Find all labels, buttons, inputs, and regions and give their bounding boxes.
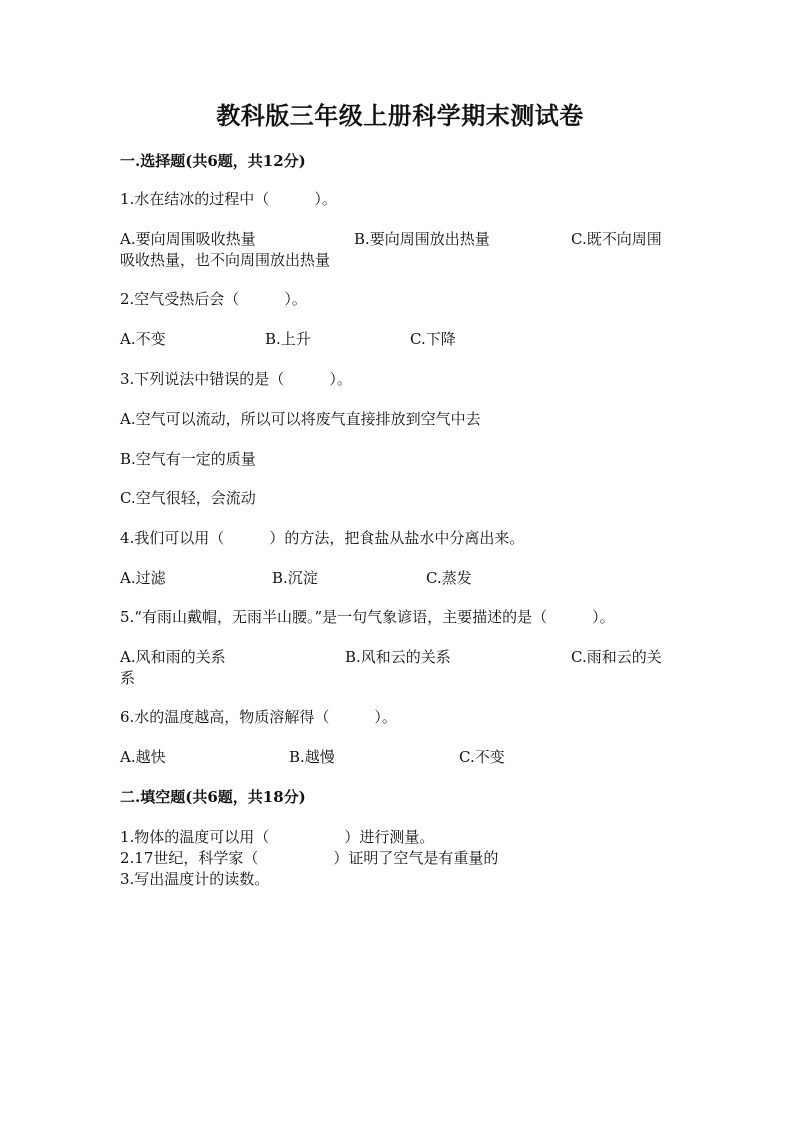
question-5-stem: 5.“有雨山戴帽，无雨半山腰。”是一句气象谚语，主要描述的是（ ）。 (120, 608, 615, 626)
question-1-stem: 1.水在结冰的过程中（ ）。 (120, 190, 337, 208)
question-2-option-b: B.上升 (265, 330, 311, 348)
question-5-option-b: B.风和云的关系 (345, 648, 451, 666)
question-5-option-a: A.风和雨的关系 (120, 648, 226, 666)
question-2-option-c: C.下降 (410, 330, 456, 348)
section-heading-choice: 一.选择题(共6题，共12分) (120, 152, 306, 170)
question-1-option-c-continued: 吸收热量，也不向周围放出热量 (120, 251, 331, 269)
question-6-option-a: A.越快 (120, 748, 166, 766)
exam-title: 教科版三年级上册科学期末测试卷 (216, 101, 584, 130)
fill-question-3: 3.写出温度计的读数。 (120, 870, 270, 888)
question-1-option-a: A.要向周围吸收热量 (120, 230, 256, 248)
fill-question-1: 1.物体的温度可以用（ ）进行测量。 (120, 828, 435, 846)
question-3-stem: 3.下列说法中错误的是（ ）。 (120, 370, 352, 388)
question-2-stem: 2.空气受热后会（ ）。 (120, 290, 307, 308)
question-5-option-c-continued: 系 (120, 669, 136, 687)
question-2-option-a: A.不变 (120, 330, 166, 348)
section-heading-fill-in: 二.填空题(共6题，共18分) (120, 788, 306, 806)
question-6-stem: 6.水的温度越高，物质溶解得（ ）。 (120, 708, 397, 726)
question-1-option-c: C.既不向周围 (571, 230, 662, 248)
fill-question-2: 2.17世纪，科学家（ ）证明了空气是有重量的 (120, 849, 499, 867)
question-4-stem: 4.我们可以用（ ）的方法，把食盐从盐水中分离出来。 (120, 529, 525, 547)
question-3-option-c: C.空气很轻，会流动 (120, 489, 256, 507)
question-3-option-a: A.空气可以流动，所以可以将废气直接排放到空气中去 (120, 410, 481, 428)
question-1-option-b: B.要向周围放出热量 (354, 230, 490, 248)
question-3-option-b: B.空气有一定的质量 (120, 450, 256, 468)
question-4-option-b: B.沉淀 (272, 569, 318, 587)
question-5-option-c: C.雨和云的关 (571, 648, 662, 666)
question-4-option-a: A.过滤 (120, 569, 166, 587)
question-6-option-c: C.不变 (459, 748, 505, 766)
question-6-option-b: B.越慢 (289, 748, 335, 766)
question-4-option-c: C.蒸发 (426, 569, 472, 587)
